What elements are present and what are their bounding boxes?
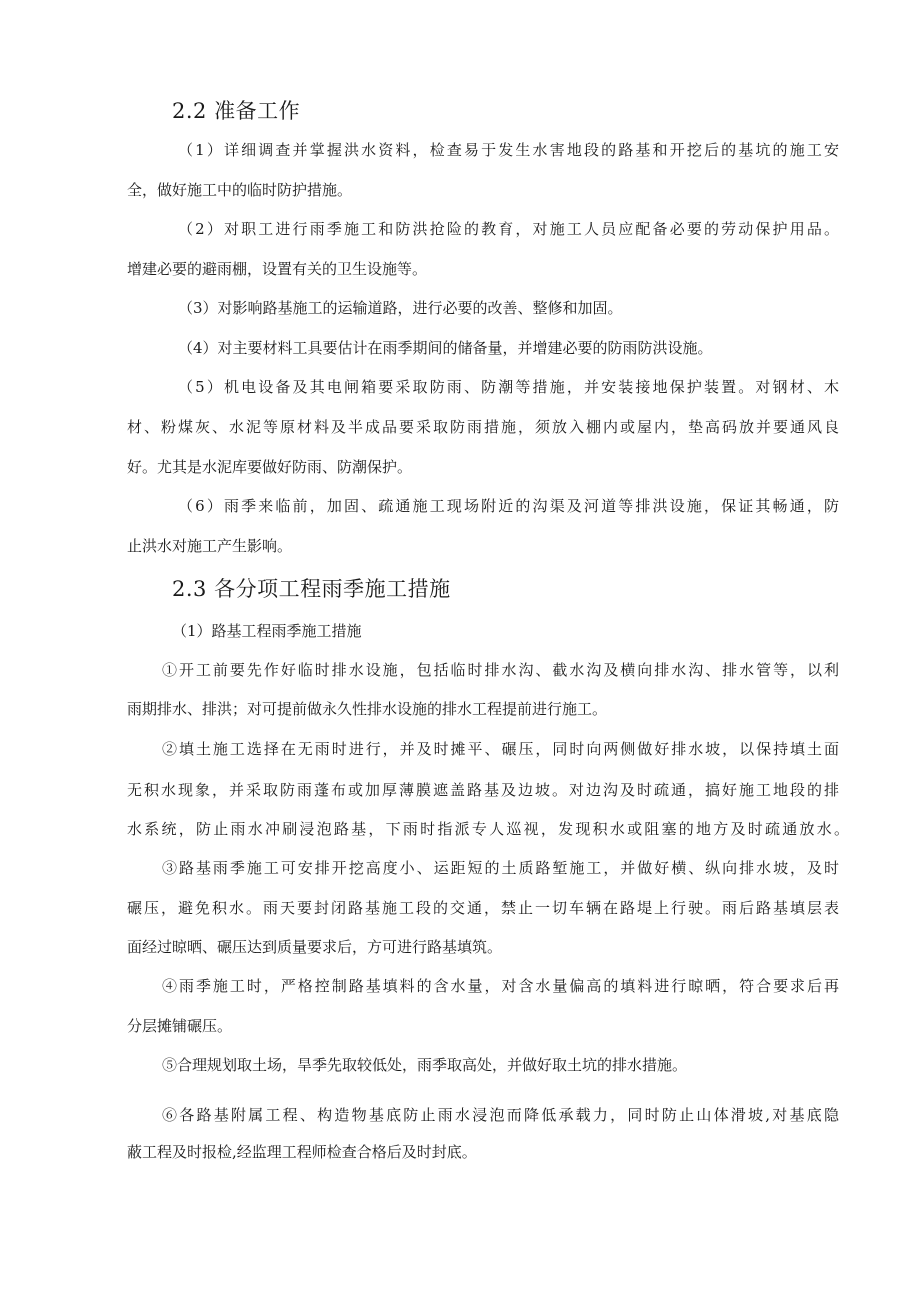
text-line: ⑤合理规划取土场，旱季先取较低处，雨季取高处，并做好取土坑的排水措施。	[162, 1056, 688, 1074]
text-line: 好。尤其是水泥库要做好防雨、防潮保护。	[127, 458, 413, 476]
text-line: 全，做好施工中的临时防护措施。	[127, 181, 353, 199]
text-line: ②填土施工选择在无雨时进行，并及时摊平、碾压，同时向两侧做好排水坡，以保持填土面	[162, 740, 839, 758]
text-line: 碾压，避免积水。雨天要封闭路基施工段的交通，禁止一切车辆在路堤上行驶。雨后路基填层表	[127, 899, 839, 917]
text-line: 蔽工程及时报检,经监理工程师检查合格后及时封底。	[127, 1143, 477, 1161]
text-line: （1）详细调查并掌握洪水资料，检查易于发生水害地段的路基和开挖后的基坑的施工安	[178, 141, 839, 159]
text-line: ④雨季施工时，严格控制路基填料的含水量，对含水量偏高的填料进行晾晒，符合要求后再	[162, 977, 839, 995]
text-line: （4）对主要材料工具要估计在雨季期间的储备量，并增建必要的防雨防洪设施。	[178, 339, 713, 357]
section-heading-2-3: 2.3 各分项工程雨季施工措施	[172, 577, 451, 601]
text-line: 增建必要的避雨棚，设置有关的卫生设施等。	[127, 260, 428, 278]
text-line: ③路基雨季施工可安排开挖高度小、运距短的土质路堑施工，并做好横、纵向排水坡，及时	[162, 859, 839, 877]
text-line: （6）雨季来临前，加固、疏通施工现场附近的沟渠及河道等排洪设施，保证其畅通，防	[178, 497, 839, 515]
text-line: 材、粉煤灰、水泥等原材料及半成品要采取防雨措施，须放入棚内或屋内，垫高码放并要通风良	[127, 418, 839, 436]
text-line: 雨期排水、排洪；对可提前做永久性排水设施的排水工程提前进行施工。	[127, 700, 608, 718]
text-line: 止洪水对施工产生影响。	[127, 537, 293, 555]
text-line: （2）对职工进行雨季施工和防洪抢险的教育，对施工人员应配备必要的劳动保护用品。	[178, 220, 839, 238]
text-line: （1）路基工程雨季施工措施	[172, 622, 362, 640]
text-line: 水系统，防止雨水冲刷浸泡路基，下雨时指派专人巡视，发现积水或阻塞的地方及时疏通放水。	[127, 820, 849, 838]
text-line: ①开工前要先作好临时排水设施，包括临时排水沟、截水沟及横向排水沟、排水管等，以利	[162, 661, 839, 679]
text-line: ⑥各路基附属工程、构造物基底防止雨水浸泡而降低承载力，同时防止山体滑坡,对基底隐	[162, 1106, 839, 1124]
text-line: 面经过晾晒、碾压达到质量要求后，方可进行路基填筑。	[127, 938, 503, 956]
text-line: 无积水现象，并采取防雨蓬布或加厚薄膜遮盖路基及边坡。对边沟及时疏通，搞好施工地段的排	[127, 781, 839, 799]
text-line: （5）机电设备及其电闸箱要采取防雨、防潮等措施，并安装接地保护装置。对钢材、木	[178, 378, 839, 396]
text-line: 分层摊铺碾压。	[127, 1017, 233, 1035]
text-line: （3）对影响路基施工的运输道路，进行必要的改善、整修和加固。	[178, 299, 623, 317]
section-heading-2-2: 2.2 准备工作	[172, 99, 301, 123]
